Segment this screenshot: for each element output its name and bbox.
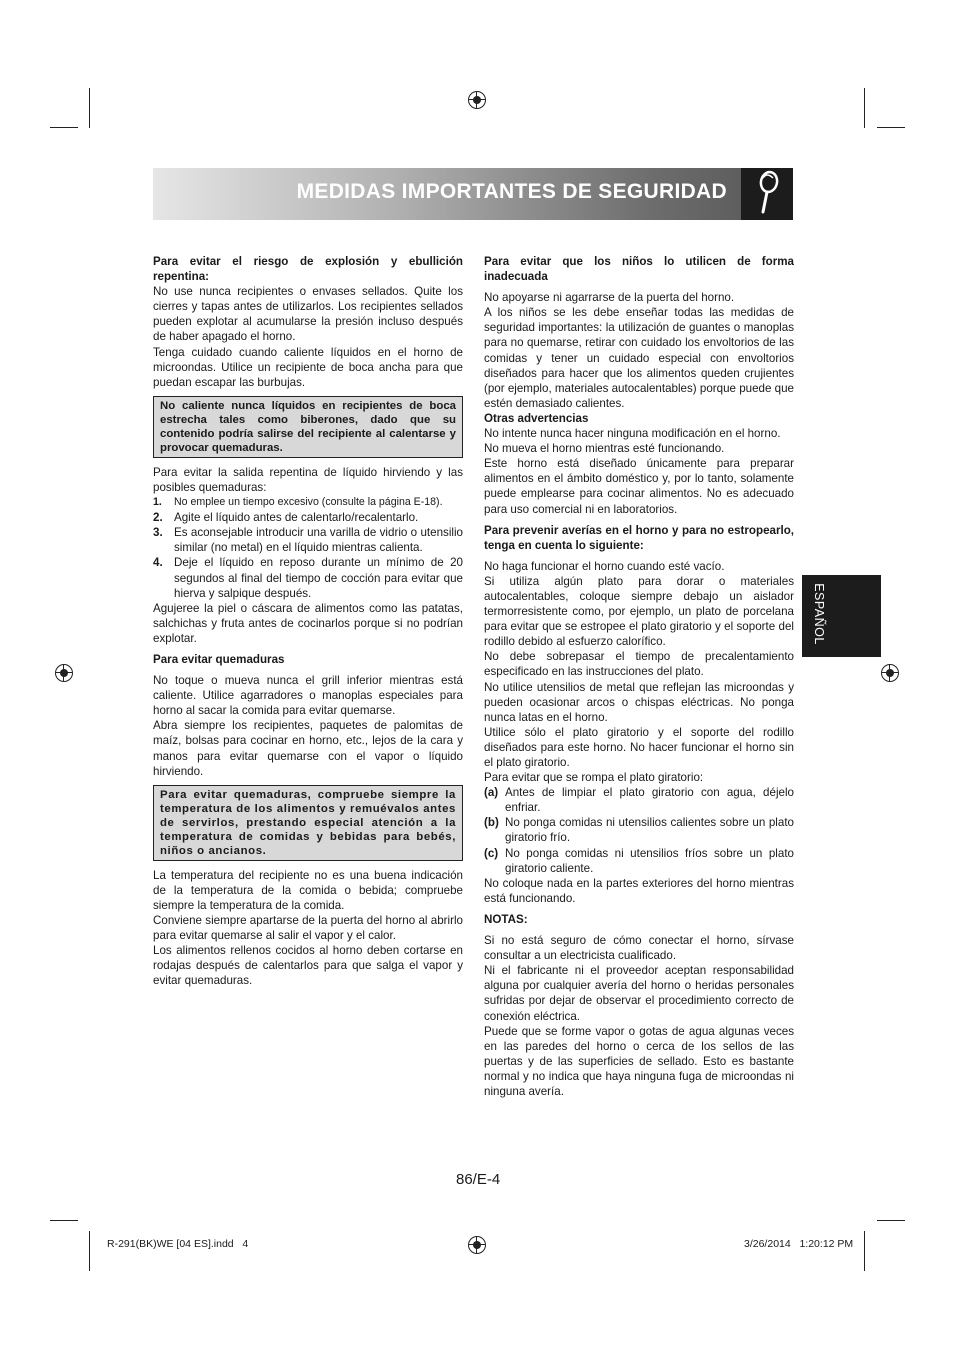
registration-mark-icon xyxy=(468,91,486,109)
crop-mark xyxy=(864,1231,865,1271)
paragraph: Para evitar que se rompa el plato giratorio: xyxy=(484,771,704,785)
paragraph: Ni el fabricante ni el proveedor aceptan responsabilidad alguna por cualquier avería del horno o heridas personales sufridas por dejar de observar el procedimiento correcto de conexión eléctrica. xyxy=(484,964,794,1023)
right-column xyxy=(484,254,794,1099)
footer-datetime: 3/26/2014 1:20:12 PM xyxy=(744,1238,854,1250)
paragraph: No intente nunca hacer ninguna modificación en el horno. xyxy=(484,427,781,441)
list-item: (b) No ponga comidas ni utensilios calientes sobre un plato giratorio frío. xyxy=(484,816,794,845)
paragraph: Si utiliza algún plato para dorar o materiales autocalentables, coloque siempre debajo un aislador termorresistente como, por ejemplo, un plato de porcelana para evitar que se estropee el plato giratorio y el soporte del rodillo debido al esfuerzo calorífico. xyxy=(484,574,794,649)
paragraph: No apoyarse ni agarrarse de la puerta del horno. xyxy=(484,291,735,305)
paragraph: No toque o mueva nunca el grill inferior mientras está caliente. Utilice agarradores o manoplas especiales para horno al sacar la comida para evitar quemarse. xyxy=(153,674,463,718)
paragraph: Puede que se forme vapor o gotas de agua algunas veces en las paredes del horno o cerca de los sellos de las puertas y de las superficies de sellado. Esto es bastante normal y no indica que haya ninguna fuga de microondas ni ninguna avería. xyxy=(484,1024,794,1098)
heading: Para prevenir averías en el horno y para no estropearlo, tenga en cuenta lo siguiente: xyxy=(484,523,794,552)
paragraph: Abra siempre los recipientes, paquetes de palomitas de maíz, bolsas para cocinar en horno, etc., lejos de la cara y manos para evitar quemarse con el vapor o líquido hirviendo. xyxy=(153,719,463,778)
warning-box: Para evitar quemaduras, compruebe siempre la temperatura de los alimentos y remuévalos antes de servirlos, prestando especial atención a la temperatura de comidas y bebidas para bebés, niños o ancianos. xyxy=(153,785,463,861)
instructions-list xyxy=(484,785,794,876)
crop-mark xyxy=(50,127,78,128)
language-tab-label: ESPAÑOL xyxy=(812,583,826,645)
crop-mark xyxy=(877,127,905,128)
list-item: 4. Deje el líquido en reposo durante un mínimo de 20 segundos al final del tiempo de cocción para evitar que hierva y salpique después. xyxy=(153,556,463,600)
caution-spoon-icon xyxy=(741,168,793,220)
registration-mark-icon xyxy=(55,664,73,682)
list-item: 1. No emplee un tiempo excesivo (consulte la página E-18). xyxy=(153,496,443,509)
list-item: (a) Antes de limpiar el plato giratorio con agua, déjelo enfriar. xyxy=(484,786,794,815)
heading: NOTAS: xyxy=(484,912,528,926)
list-item: (c) No ponga comidas ni utensilios fríos sobre un plato giratorio caliente. xyxy=(484,846,794,875)
paragraph: No debe sobrepasar el tiempo de precalentamiento especificado en las instrucciones del plato. xyxy=(484,650,794,679)
crop-mark xyxy=(50,1220,78,1221)
crop-mark xyxy=(877,1220,905,1221)
paragraph: Si no está seguro de cómo conectar el horno, sírvase consultar a un electricista cualificado. xyxy=(484,934,794,963)
list-item: 3. Es aconsejable introducir una varilla de vidrio o utensilio similar (no metal) en el líquido mientras calienta. xyxy=(153,526,463,555)
paragraph: Utilice sólo el plato giratorio y el soporte del rodillo diseñados para este horno. No hacer funcionar el horno sin el plato giratorio. xyxy=(484,725,794,769)
registration-mark-icon xyxy=(468,1236,486,1254)
paragraph: No haga funcionar el horno cuando esté vacío. xyxy=(484,559,725,573)
list-item: 2. Agite el líquido antes de calentarlo/recalentarlo. xyxy=(153,511,419,525)
heading: Otras advertencias xyxy=(484,411,589,425)
page-number: 86/E-4 xyxy=(456,1171,501,1188)
paragraph: No utilice utensilios de metal que reflejan las microondas y pueden ocasionar arcos o chispas eléctricas. No ponga nunca latas en el horno. xyxy=(484,680,794,724)
page-title: MEDIDAS IMPORTANTES DE SEGURIDAD xyxy=(296,180,727,203)
heading: Para evitar el riesgo de explosión y ebullición repentina: xyxy=(153,255,463,284)
paragraph: No use nunca recipientes o envases sellados. Quite los cierres y tapas antes de utilizarlos. Los recipientes sellados pueden explotar al acumularse la presión incluso después de haber apagado el horno. xyxy=(153,285,463,344)
paragraph: Agujeree la piel o cáscara de alimentos como las patatas, salchichas y fruta antes de cocinarlos porque si no podrían explotar. xyxy=(153,601,463,645)
heading: Para evitar quemaduras xyxy=(153,652,285,666)
heading: Para evitar que los niños lo utilicen de forma inadecuada xyxy=(484,255,794,284)
warning-box: No caliente nunca líquidos en recipientes de boca estrecha tales como biberones, dado que su contenido podría salirse del recipiente al calentarse y provocar quemaduras. xyxy=(153,396,463,458)
crop-mark xyxy=(89,1231,90,1271)
paragraph: Los alimentos rellenos cocidos al horno deben cortarse en rodajas después de calentarlos para que salga el vapor y evitar quemaduras. xyxy=(153,944,463,988)
paragraph: Este horno está diseñado únicamente para preparar alimentos en el ámbito doméstico y, por lo tanto, solamente puede emplearse para cocinar alimentos. No es adecuado para uso comercial ni en laboratorios. xyxy=(484,457,794,516)
crop-mark xyxy=(89,88,90,128)
section-banner xyxy=(153,168,793,220)
paragraph: No coloque nada en la partes exteriores del horno mientras está funcionando. xyxy=(484,876,794,905)
registration-mark-icon xyxy=(881,664,899,682)
paragraph: Para evitar la salida repentina de líquido hirviendo y las posibles quemaduras: xyxy=(153,465,463,494)
left-column xyxy=(153,254,463,988)
footer-filename: R-291(BK)WE [04 ES].indd 4 xyxy=(107,1238,249,1250)
paragraph: A los niños se les debe enseñar todas las medidas de seguridad importantes: la utilización de guantes o manoplas para no quemarse, retirar con cuidado los envoltorios de las comidas y tener un cuidado especial con envoltorios diseñados para hacer que los alimentos queden crujientes (por ejemplo, materiales autocalentables) porque puede que estén demasiado calientes. xyxy=(484,306,795,410)
crop-mark xyxy=(864,88,865,128)
paragraph: Tenga cuidado cuando caliente líquidos en el horno de microondas. Utilice un recipiente de boca ancha para que puedan escapar las burbujas. xyxy=(153,345,463,389)
paragraph: La temperatura del recipiente no es una buena indicación de la temperatura de la comida o bebida; compruebe siempre la temperatura de la comida. xyxy=(153,868,463,912)
paragraph: Conviene siempre apartarse de la puerta del horno al abrirlo para evitar quemarse al salir el vapor y el calor. xyxy=(153,914,463,943)
paragraph: No mueva el horno mientras esté funcionando. xyxy=(484,442,725,456)
instructions-list xyxy=(153,495,463,601)
